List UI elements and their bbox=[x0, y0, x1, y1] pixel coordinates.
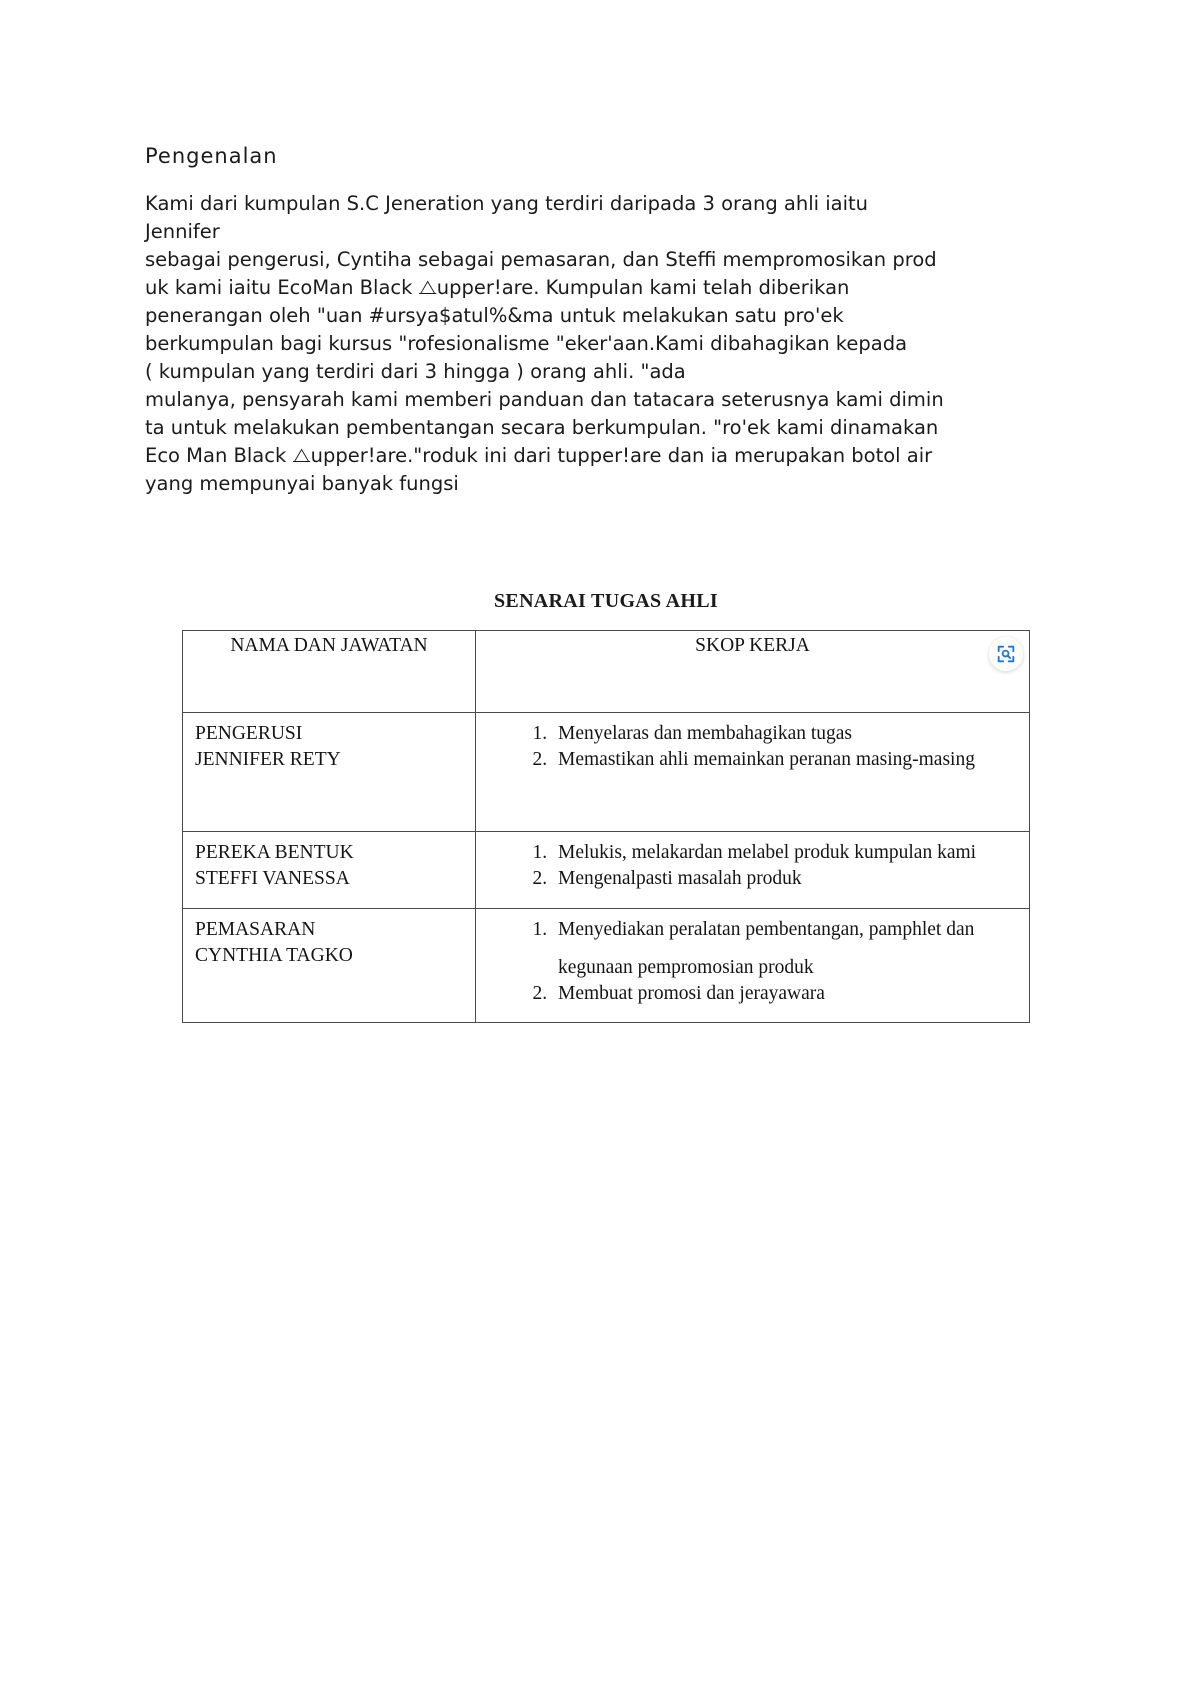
paragraph-line: Kami dari kumpulan S.C Jeneration yang terdiri daripada 3 orang ahli iaitu bbox=[145, 192, 869, 215]
header-scope bbox=[476, 631, 1030, 713]
paragraph-line: Jennifer bbox=[145, 220, 220, 243]
paragraph-line: mulanya, pensyarah kami memberi panduan dan tatacara seterusnya kami dimin bbox=[145, 388, 944, 411]
role-text: PENGERUSI bbox=[195, 723, 303, 744]
task-list bbox=[476, 721, 1029, 773]
paragraph-line: ( kumpulan yang terdiri dari 3 hingga ) orang ahli. "ada bbox=[145, 360, 686, 383]
paragraph-line: ta untuk melakukan pembentangan secara berkumpulan. "ro'ek kami dinamakan bbox=[145, 416, 939, 439]
task-item-text: Menyediakan peralatan pembentangan, pamphlet dan bbox=[558, 919, 975, 940]
paragraph-line: penerangan oleh "uan #ursya$atul%&ma untuk melakukan satu pro'ek bbox=[145, 304, 844, 327]
paragraph-line: yang mempunyai banyak fungsi bbox=[145, 472, 459, 495]
intro-paragraph bbox=[145, 190, 1085, 498]
scope-cell bbox=[476, 909, 1030, 1023]
name-role-cell bbox=[183, 832, 476, 909]
header-scope-label: SKOP KERJA bbox=[695, 635, 810, 656]
paragraph-line: Eco Man Black ⧍upper!are."roduk ini dari tupper!are dan ia merupakan botol air bbox=[145, 444, 933, 467]
task-item: 2. Memastikan ahli memainkan peranan masing-masing bbox=[552, 747, 1029, 773]
table-header-row bbox=[183, 631, 1030, 713]
table-row bbox=[183, 832, 1030, 909]
scope-cell bbox=[476, 832, 1030, 909]
task-item bbox=[552, 917, 1029, 981]
table-row bbox=[183, 909, 1030, 1023]
task-item: 1. Melukis, melakardan melabel produk kumpulan kami bbox=[552, 840, 1029, 866]
paragraph-line: berkumpulan bagi kursus "rofesionalisme "eker'aan.Kami dibahagikan kepada bbox=[145, 332, 908, 355]
task-item: 2. Membuat promosi dan jerayawara bbox=[552, 981, 1029, 1007]
scan-image-button[interactable] bbox=[989, 637, 1023, 671]
table-title: SENARAI TUGAS AHLI bbox=[494, 590, 718, 612]
scope-cell bbox=[476, 713, 1030, 832]
paragraph-line: sebagai pengerusi, Cyntiha sebagai pemasaran, dan Steffi mempromosikan prod bbox=[145, 248, 937, 271]
role-text: PEMASARAN bbox=[195, 919, 316, 940]
header-name-role: NAMA DAN JAWATAN bbox=[183, 631, 476, 713]
table-row bbox=[183, 713, 1030, 832]
member-tasks-table bbox=[182, 630, 1030, 1023]
member-name-text: JENNIFER RETY bbox=[195, 749, 341, 770]
role-text: PEREKA BENTUK bbox=[195, 842, 354, 863]
task-item: 1. Menyelaras dan membahagikan tugas bbox=[552, 721, 1029, 747]
task-item-continuation: kegunaan pempromosian produk bbox=[558, 957, 814, 978]
task-item: 2. Mengenalpasti masalah produk bbox=[552, 866, 1029, 892]
scan-image-icon bbox=[995, 643, 1017, 665]
page-heading: Pengenalan bbox=[145, 144, 278, 168]
task-list bbox=[476, 917, 1029, 1007]
member-name-text: STEFFI VANESSA bbox=[195, 868, 350, 889]
task-list bbox=[476, 840, 1029, 892]
name-role-cell bbox=[183, 909, 476, 1023]
paragraph-line: uk kami iaitu EcoMan Black ⧍upper!are. Kumpulan kami telah diberikan bbox=[145, 276, 850, 299]
member-name-text: CYNTHIA TAGKO bbox=[195, 945, 353, 966]
name-role-cell bbox=[183, 713, 476, 832]
